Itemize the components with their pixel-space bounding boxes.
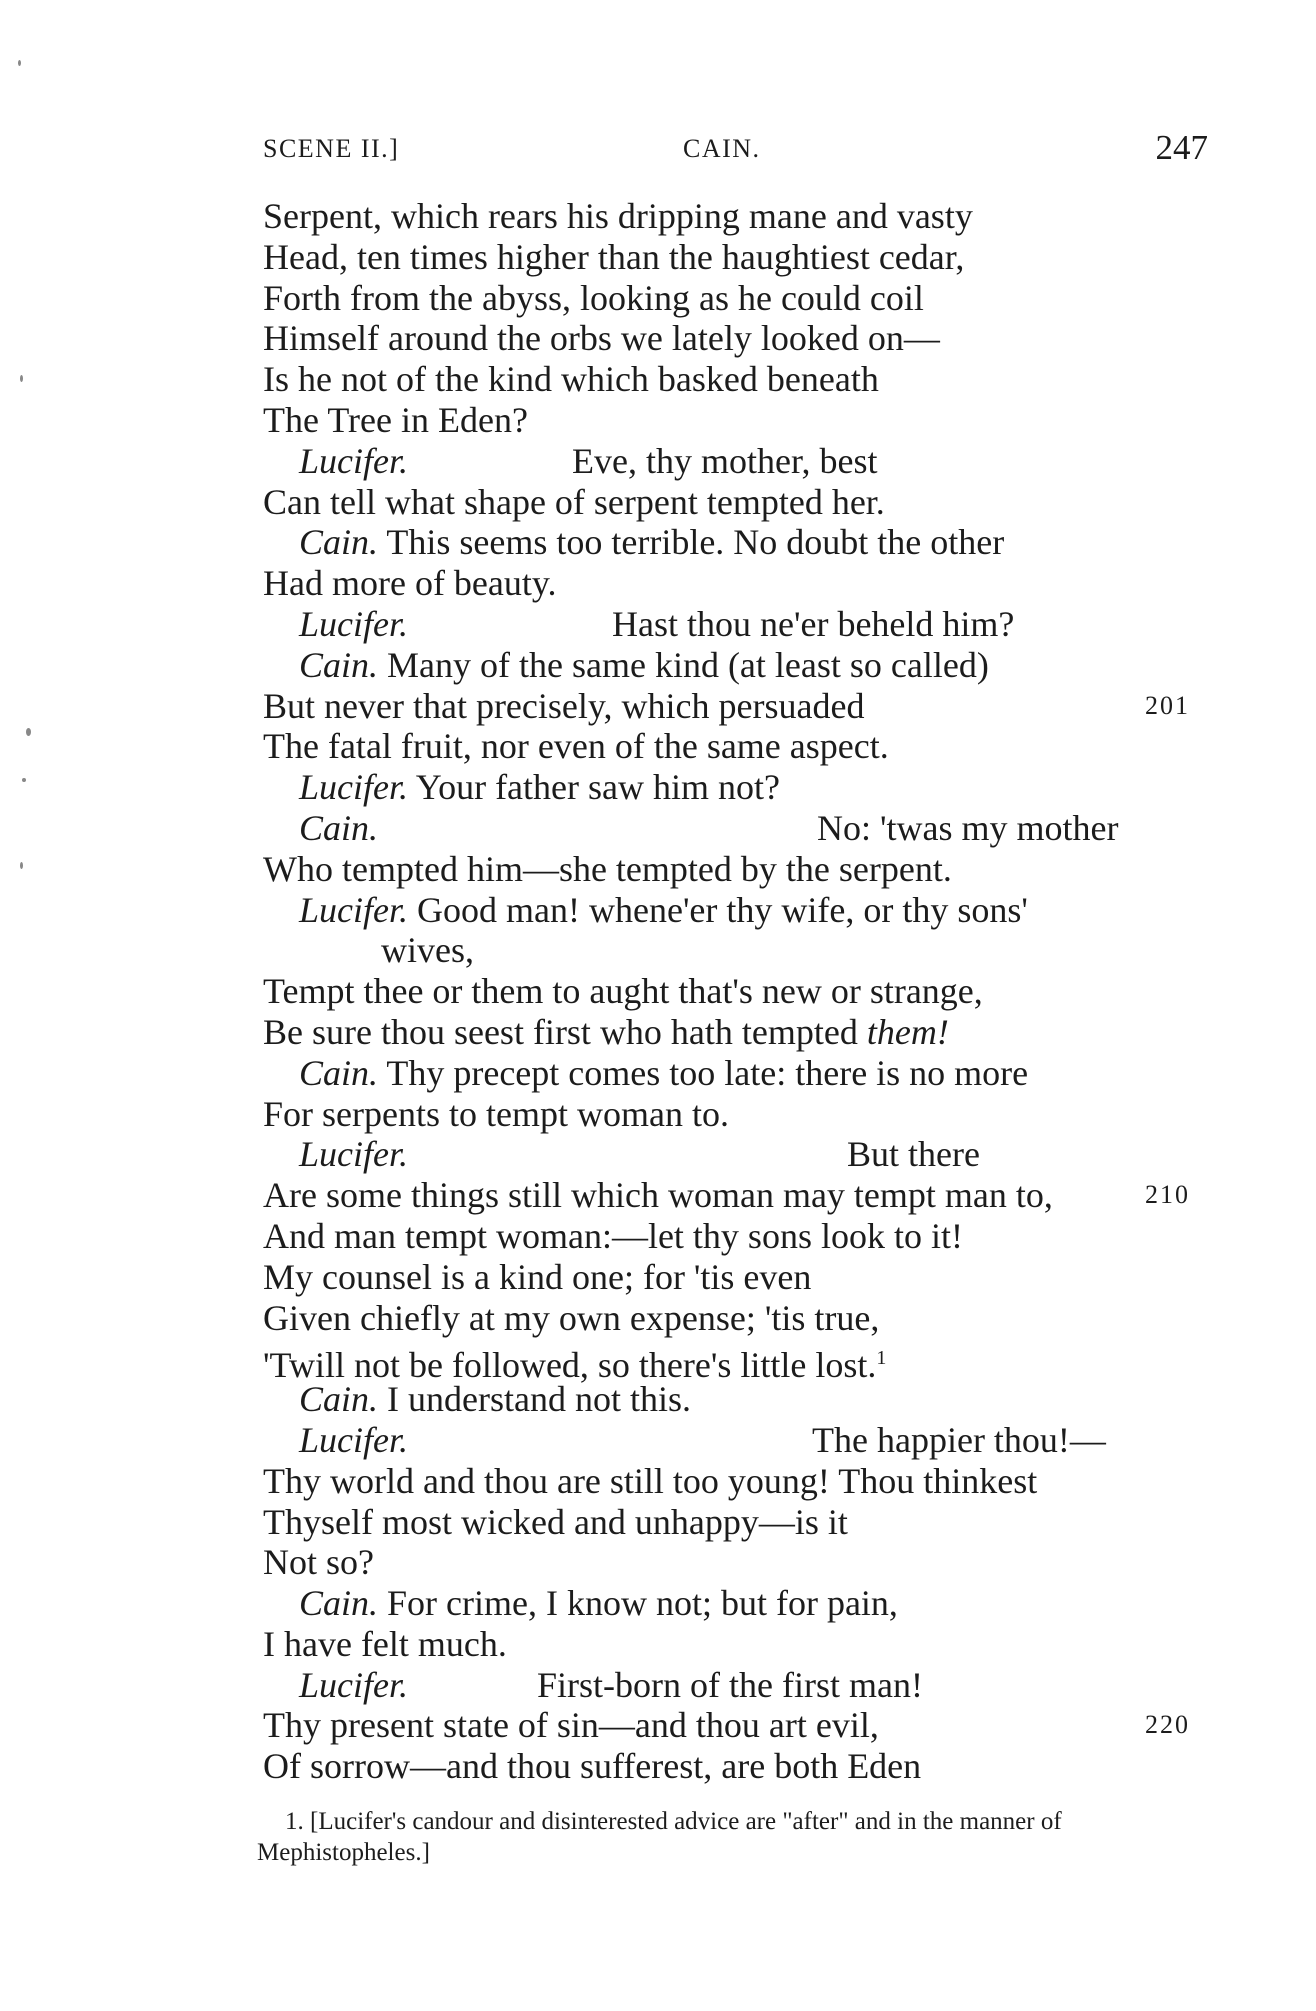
- verse-line: Lucifer. Hast thou ne'er beheld him?: [299, 603, 1015, 644]
- line-number: 220: [1145, 1710, 1190, 1740]
- verse-line: Cain. For crime, I know not; but for pain,: [299, 1583, 898, 1624]
- verse-line: I have felt much.: [263, 1623, 507, 1664]
- verse-line: Tempt thee or them to aught that's new or strange,: [263, 971, 983, 1012]
- line-number: 201: [1145, 690, 1190, 720]
- verse-line: Lucifer. Eve, thy mother, best: [299, 440, 878, 481]
- footnote-reference: 1: [876, 1347, 887, 1370]
- speaker-name: Cain.: [299, 644, 379, 685]
- verse-line: Cain. Thy precept comes too late: there is no more: [299, 1052, 1029, 1093]
- speaker-name: Lucifer.: [299, 603, 409, 644]
- verse-line: wives,: [381, 930, 474, 971]
- scan-speck: [20, 862, 23, 869]
- speaker-name: Lucifer.: [299, 1419, 409, 1460]
- speaker-name: Cain.: [299, 522, 379, 563]
- verse-line: Head, ten times higher than the haughtiest cedar,: [263, 236, 965, 277]
- play-title: CAIN.: [683, 134, 761, 163]
- speaker-name: Cain.: [299, 807, 379, 848]
- verse-line: Cain. I understand not this.: [299, 1379, 691, 1420]
- verse-text: [263, 196, 1223, 1787]
- verse-line: Can tell what shape of serpent tempted her.: [263, 481, 885, 522]
- verse-line: Thy world and thou are still too young! Thou thinkest: [263, 1460, 1038, 1501]
- verse-line: Who tempted him—she tempted by the serpent.: [263, 848, 952, 889]
- verse-line: Is he not of the kind which basked beneath: [263, 359, 879, 400]
- scan-speck: [20, 375, 23, 382]
- verse-line: Lucifer. First-born of the first man!: [299, 1664, 923, 1705]
- verse-line: Lucifer. Your father saw him not?: [299, 767, 780, 808]
- scene-label: SCENE II.]: [263, 134, 400, 163]
- scan-speck: [18, 60, 21, 66]
- line-number: 210: [1145, 1180, 1190, 1210]
- verse-line: But never that precisely, which persuaded 201: [263, 685, 1190, 726]
- verse-line: Lucifer. But there: [299, 1134, 980, 1175]
- verse-line: Lucifer. The happier thou!—: [299, 1419, 1106, 1460]
- footnote-text: [Lucifer's candour and disinterested advice are "after" and in the manner of Mephistopheles.]: [257, 1808, 1062, 1866]
- running-header: [263, 128, 1208, 168]
- verse-line: Forth from the abyss, looking as he could coil: [263, 277, 924, 318]
- speaker-name: Cain.: [299, 1583, 379, 1624]
- verse-line: Thyself most wicked and unhappy—is it: [263, 1501, 848, 1542]
- verse-line: Cain. This seems too terrible. No doubt the other: [299, 522, 1005, 563]
- speaker-name: Cain.: [299, 1052, 379, 1093]
- verse-line: The Tree in Eden?: [263, 399, 528, 440]
- speaker-name: Lucifer.: [299, 440, 409, 481]
- verse-line: Be sure thou seest first who hath tempted them!: [263, 1011, 949, 1052]
- page-number: 247: [1155, 128, 1208, 167]
- verse-line: Serpent, which rears his dripping mane and vasty: [263, 196, 973, 236]
- verse-line: Himself around the orbs we lately looked on—: [263, 318, 940, 359]
- verse-line: Had more of beauty.: [263, 563, 557, 604]
- verse-line: Given chiefly at my own expense; 'tis true,: [263, 1297, 880, 1338]
- scan-speck: [22, 778, 26, 782]
- verse-line: And man tempt woman:—let thy sons look to it!: [263, 1215, 963, 1256]
- verse-line: The fatal fruit, nor even of the same aspect.: [263, 726, 889, 767]
- verse-line: For serpents to tempt woman to.: [263, 1093, 729, 1134]
- speaker-name: Lucifer.: [299, 1664, 409, 1705]
- footnote-marker: 1.: [285, 1808, 304, 1835]
- verse-line: Not so?: [263, 1542, 374, 1583]
- verse-line: 'Twill not be followed, so there's little lost.$^1$: [263, 1345, 887, 1386]
- verse-line: Cain. No: 'twas my mother: [299, 807, 1119, 848]
- speaker-name: Cain.: [299, 1379, 379, 1420]
- verse-line: Of sorrow—and thou sufferest, are both Eden: [263, 1746, 922, 1787]
- verse-line: Lucifer. Good man! whene'er thy wife, or thy sons': [299, 889, 1028, 930]
- verse-line: Thy present state of sin—and thou art evil, 220: [263, 1705, 1190, 1746]
- verse-line: Are some things still which woman may tempt man to, 210: [263, 1175, 1190, 1216]
- speaker-name: Lucifer.: [299, 767, 409, 808]
- footnote: [257, 1806, 1207, 1868]
- speaker-name: Lucifer.: [299, 889, 409, 930]
- speaker-name: Lucifer.: [299, 1134, 409, 1175]
- scan-speck: [26, 728, 31, 736]
- verse-line: Cain. Many of the same kind (at least so called): [299, 644, 989, 685]
- verse-line: My counsel is a kind one; for 'tis even: [263, 1256, 812, 1297]
